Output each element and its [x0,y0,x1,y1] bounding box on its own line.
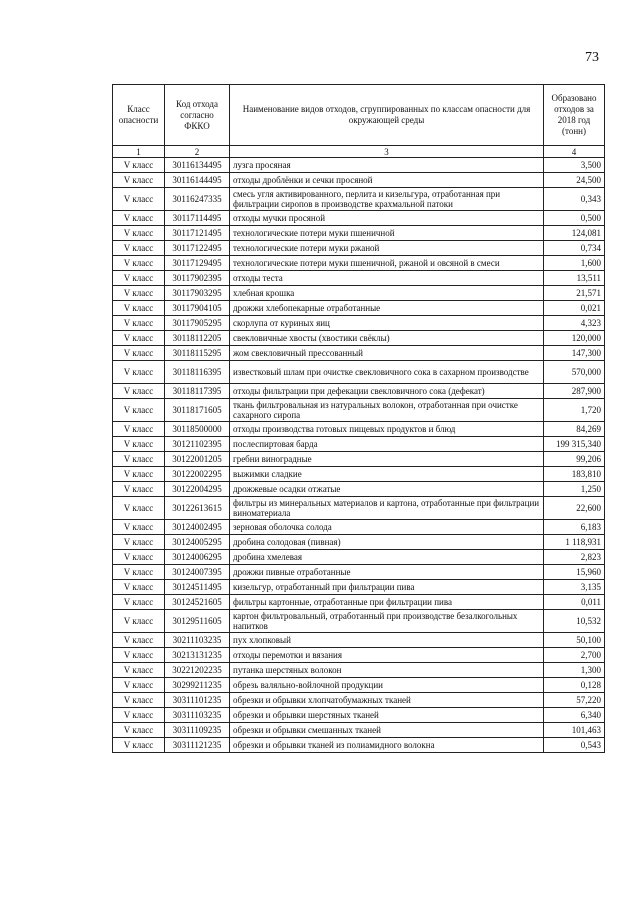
class-cell: V класс [113,226,165,241]
table-row [113,422,605,437]
table-row [113,738,605,753]
class-cell: V класс [113,173,165,188]
amount-cell: 570,000 [544,361,605,384]
amount-cell: 0,500 [544,211,605,226]
table-row [113,595,605,610]
code-cell: 30121102395 [165,437,230,452]
code-cell: 30118115295 [165,346,230,361]
class-cell: V класс [113,316,165,331]
code-cell: 30299211235 [165,678,230,693]
class-cell: V класс [113,422,165,437]
column-number-row [113,146,605,158]
code-cell: 30117129495 [165,256,230,271]
code-cell: 30118500000 [165,422,230,437]
amount-cell: 99,206 [544,452,605,467]
header-code: Код отхода согласно ФККО [165,85,230,146]
column-number: 4 [544,146,605,158]
name-cell: отходы дроблёнки и сечки просяной [230,173,544,188]
amount-cell: 199 315,340 [544,437,605,452]
amount-cell: 0,734 [544,241,605,256]
column-number: 1 [113,146,165,158]
table-row [113,346,605,361]
class-cell: V класс [113,271,165,286]
amount-cell: 183,810 [544,467,605,482]
amount-cell: 101,463 [544,723,605,738]
code-cell: 30116134495 [165,158,230,173]
amount-cell: 24,500 [544,173,605,188]
class-cell: V класс [113,188,165,211]
class-cell: V класс [113,678,165,693]
code-cell: 30213131235 [165,648,230,663]
name-cell: отходы мучки просяной [230,211,544,226]
code-cell: 30311121235 [165,738,230,753]
code-cell: 30124511495 [165,580,230,595]
code-cell: 30118171605 [165,399,230,422]
table-row [113,467,605,482]
amount-cell: 2,823 [544,550,605,565]
code-cell: 30116247335 [165,188,230,211]
table-row [113,452,605,467]
table-row [113,384,605,399]
table-row [113,663,605,678]
class-cell: V класс [113,595,165,610]
class-cell: V класс [113,610,165,633]
amount-cell: 6,183 [544,520,605,535]
name-cell: выжимки сладкие [230,467,544,482]
table-row [113,158,605,173]
header-name: Наименование видов отходов, сгруппированных по классам опасности для окружающей среды [230,85,544,146]
name-cell: картон фильтровальный, отработанный при производстве безалкогольных напитков [230,610,544,633]
code-cell: 30117122495 [165,241,230,256]
table-row [113,188,605,211]
name-cell: отходы перемотки и вязания [230,648,544,663]
name-cell: зерновая оболочка солода [230,520,544,535]
table-row [113,241,605,256]
name-cell: технологические потери муки пшеничной [230,226,544,241]
name-cell: обрезки и обрывки шерстяных тканей [230,708,544,723]
class-cell: V класс [113,241,165,256]
amount-cell: 0,543 [544,738,605,753]
name-cell: дробина солодовая (пивная) [230,535,544,550]
table-row [113,271,605,286]
amount-cell: 6,340 [544,708,605,723]
table-row [113,580,605,595]
class-cell: V класс [113,256,165,271]
table-row [113,648,605,663]
amount-cell: 84,269 [544,422,605,437]
class-cell: V класс [113,452,165,467]
class-cell: V класс [113,663,165,678]
code-cell: 30117904105 [165,301,230,316]
amount-cell: 15,960 [544,565,605,580]
table-row [113,316,605,331]
class-cell: V класс [113,286,165,301]
class-cell: V класс [113,693,165,708]
name-cell: скорлупа от куриных яиц [230,316,544,331]
name-cell: фильтры из минеральных материалов и картона, отработанные при фильтрации виноматериала [230,497,544,520]
class-cell: V класс [113,497,165,520]
class-cell: V класс [113,399,165,422]
code-cell: 30117121495 [165,226,230,241]
name-cell: отходы теста [230,271,544,286]
amount-cell: 0,128 [544,678,605,693]
name-cell: лузга просяная [230,158,544,173]
table-row [113,723,605,738]
table-row [113,708,605,723]
class-cell: V класс [113,384,165,399]
code-cell: 30129511605 [165,610,230,633]
table-row [113,173,605,188]
table-row [113,286,605,301]
code-cell: 30124521605 [165,595,230,610]
amount-cell: 147,300 [544,346,605,361]
class-cell: V класс [113,331,165,346]
table-row [113,361,605,384]
name-cell: технологические потери муки пшеничной, ржаной и овсяной в смеси [230,256,544,271]
amount-cell: 120,000 [544,331,605,346]
name-cell: обрезки и обрывки смешанных тканей [230,723,544,738]
name-cell: смесь угля активированного, перлита и кизельгура, отработанная при фильтрации сиропов в производстве крахмальной патоки [230,188,544,211]
code-cell: 30311101235 [165,693,230,708]
table-row [113,482,605,497]
class-cell: V класс [113,467,165,482]
class-cell: V класс [113,633,165,648]
amount-cell: 0,343 [544,188,605,211]
table-row [113,399,605,422]
code-cell: 30122001205 [165,452,230,467]
class-cell: V класс [113,482,165,497]
amount-cell: 10,532 [544,610,605,633]
code-cell: 30116144495 [165,173,230,188]
name-cell: дрожжевые осадки отжатые [230,482,544,497]
amount-cell: 1 118,931 [544,535,605,550]
column-number: 2 [165,146,230,158]
name-cell: хлебная крошка [230,286,544,301]
class-cell: V класс [113,580,165,595]
name-cell: известковый шлам при очистке свекловичного сока в сахарном производстве [230,361,544,384]
table-row [113,256,605,271]
class-cell: V класс [113,301,165,316]
name-cell: пух хлопковый [230,633,544,648]
table-row [113,331,605,346]
amount-cell: 2,700 [544,648,605,663]
table-row [113,678,605,693]
amount-cell: 0,011 [544,595,605,610]
name-cell: дробина хмелевая [230,550,544,565]
code-cell: 30118117395 [165,384,230,399]
table-row [113,301,605,316]
table-header-row [113,85,605,146]
class-cell: V класс [113,437,165,452]
class-cell: V класс [113,565,165,580]
code-cell: 30117114495 [165,211,230,226]
table-row [113,550,605,565]
code-cell: 30124006295 [165,550,230,565]
name-cell: отходы производства готовых пищевых продуктов и блюд [230,422,544,437]
amount-cell: 57,220 [544,693,605,708]
table-body [113,158,605,753]
name-cell: обрезь валяльно-войлочной продукции [230,678,544,693]
amount-cell: 22,600 [544,497,605,520]
class-cell: V класс [113,648,165,663]
name-cell: технологические потери муки ржаной [230,241,544,256]
code-cell: 30311103235 [165,708,230,723]
name-cell: фильтры картонные, отработанные при фильтрации пива [230,595,544,610]
header-amount: Образовано отходов за 2018 год (тонн) [544,85,605,146]
page-number: 73 [585,50,599,65]
table-row [113,226,605,241]
class-cell: V класс [113,723,165,738]
name-cell: обрезки и обрывки хлопчатобумажных тканей [230,693,544,708]
table-row [113,211,605,226]
code-cell: 30124005295 [165,535,230,550]
table-row [113,610,605,633]
name-cell: дрожжи хлебопекарные отработанные [230,301,544,316]
name-cell: отходы фильтрации при дефекации свекловичного сока (дефекат) [230,384,544,399]
table-row [113,520,605,535]
code-cell: 30118116395 [165,361,230,384]
amount-cell: 21,571 [544,286,605,301]
class-cell: V класс [113,535,165,550]
table-row [113,535,605,550]
name-cell: послеспиртовая барда [230,437,544,452]
amount-cell: 0,021 [544,301,605,316]
name-cell: ткань фильтровальная из натуральных волокон, отработанная при очистке сахарного сиропа [230,399,544,422]
name-cell: жом свекловичный прессованный [230,346,544,361]
name-cell: путанка шерстяных волокон [230,663,544,678]
table-row [113,565,605,580]
class-cell: V класс [113,738,165,753]
code-cell: 30221202235 [165,663,230,678]
amount-cell: 3,135 [544,580,605,595]
amount-cell: 4,323 [544,316,605,331]
code-cell: 30211103235 [165,633,230,648]
class-cell: V класс [113,211,165,226]
amount-cell: 1,600 [544,256,605,271]
name-cell: кизельгур, отработанный при фильтрации пива [230,580,544,595]
code-cell: 30118112205 [165,331,230,346]
class-cell: V класс [113,708,165,723]
code-cell: 30124002495 [165,520,230,535]
code-cell: 30124007395 [165,565,230,580]
table-row [113,497,605,520]
table-row [113,693,605,708]
name-cell: свекловичные хвосты (хвостики свёклы) [230,331,544,346]
amount-cell: 1,250 [544,482,605,497]
code-cell: 30117902395 [165,271,230,286]
code-cell: 30117903295 [165,286,230,301]
class-cell: V класс [113,158,165,173]
code-cell: 30122004295 [165,482,230,497]
column-number: 3 [230,146,544,158]
code-cell: 30311109235 [165,723,230,738]
name-cell: дрожжи пивные отработанные [230,565,544,580]
amount-cell: 1,300 [544,663,605,678]
class-cell: V класс [113,346,165,361]
amount-cell: 50,100 [544,633,605,648]
header-class: Класс опасности [113,85,165,146]
amount-cell: 1,720 [544,399,605,422]
amount-cell: 3,500 [544,158,605,173]
class-cell: V класс [113,520,165,535]
code-cell: 30117905295 [165,316,230,331]
waste-table [112,84,605,753]
amount-cell: 287,900 [544,384,605,399]
table-row [113,633,605,648]
amount-cell: 124,081 [544,226,605,241]
code-cell: 30122613615 [165,497,230,520]
class-cell: V класс [113,361,165,384]
name-cell: обрезки и обрывки тканей из полиамидного волокна [230,738,544,753]
name-cell: гребни виноградные [230,452,544,467]
code-cell: 30122002295 [165,467,230,482]
class-cell: V класс [113,550,165,565]
table-row [113,437,605,452]
amount-cell: 13,511 [544,271,605,286]
